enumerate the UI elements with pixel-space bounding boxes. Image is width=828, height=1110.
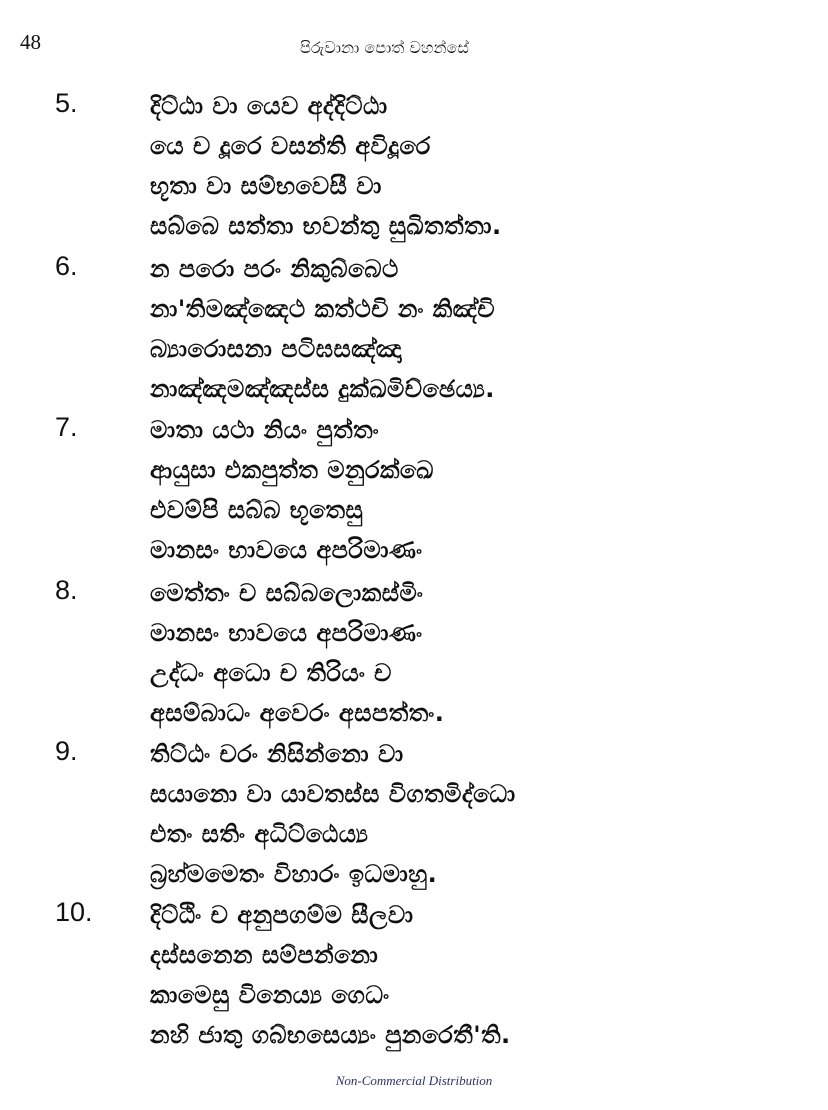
verse-number: 5. bbox=[55, 88, 78, 118]
verse-line: නා'තිමඤ්ඤෙථ කත්ථචි නං කිඤ්චි bbox=[150, 295, 496, 323]
verse-line: උද්ධං අධො ච තිරියං ච bbox=[150, 659, 392, 687]
verse-lines bbox=[150, 410, 434, 570]
distribution-notice: Non-Commercial Distribution bbox=[335, 1073, 493, 1088]
verse-8 bbox=[0, 573, 828, 734]
verse-line: දිට්ඨා වා යෙව අද්දිට්ඨා bbox=[150, 92, 388, 120]
verse-line: දස්සනෙන සම්පන්නො bbox=[150, 941, 379, 969]
verse-lines bbox=[150, 249, 495, 409]
verse-line: බ්‍යාරොසනා පටිඝසඤ්ඤා bbox=[150, 335, 403, 363]
verse-line: බ්‍රහ්මමෙතං විහාරං ඉධමාහු. bbox=[150, 860, 438, 888]
verse-lines bbox=[150, 86, 502, 246]
verse-lines bbox=[150, 895, 511, 1055]
verse-5 bbox=[0, 86, 828, 249]
verse-line: සයානො වා යාවතස්ස විගතමිද්ධො bbox=[150, 780, 516, 808]
verse-lines bbox=[150, 573, 444, 733]
verse-line: සබ්බෙ සත්තා භවන්තු සුඛිතත්තා. bbox=[150, 212, 502, 240]
verse-line: තිට්ඨං චරං නිසින්නො වා bbox=[150, 740, 404, 768]
verse-6 bbox=[0, 249, 828, 410]
verse-number: 8. bbox=[55, 575, 78, 605]
page-number: 48 bbox=[20, 30, 41, 54]
verse-7 bbox=[0, 410, 828, 573]
verse-10 bbox=[0, 895, 828, 1056]
verse-line: කාමෙසු විනෙය්‍ය ගෙධං bbox=[150, 981, 390, 1009]
verse-9 bbox=[0, 734, 828, 895]
verse-number: 9. bbox=[55, 736, 78, 766]
verse-line: එවම්පි සබ්බ භූතෙසු bbox=[150, 496, 364, 524]
verse-line: එතං සතිං අධිට්ඨෙය්‍ය bbox=[150, 820, 369, 848]
verse-lines bbox=[150, 734, 516, 894]
verse-line: අසම්බාධං අවෙරං අසපත්තං. bbox=[150, 699, 445, 727]
verse-line: න පරො පරං නිකුබ්බෙථ bbox=[150, 255, 399, 283]
verse-line: යෙ ච දූරෙ වසන්ති අවිදූරෙ bbox=[150, 132, 431, 160]
verse-line: මානසං භාවයෙ අපරිමාණං bbox=[150, 619, 423, 647]
verse-list bbox=[0, 86, 828, 1056]
verse-line: නහි ජාතු ගබ්භසෙය්‍යං පුනරෙතී'ති. bbox=[150, 1021, 511, 1049]
running-header-title: පිරුවානා පොත් වහන්සේ bbox=[300, 38, 469, 57]
verse-line: මෙත්තං ච සබ්බලොකස්මිං bbox=[150, 579, 424, 607]
verse-line: දිට්ඨිං ච අනුපගම්ම සීලවා bbox=[150, 901, 414, 929]
verse-line: මානසං භාවයෙ අපරිමාණං bbox=[150, 536, 423, 564]
verse-line: භූතා වා සම්භවෙසී වා bbox=[150, 172, 382, 200]
verse-line: මාතා යථා නියං පුත්තං bbox=[150, 416, 380, 444]
verse-line: නාඤ්ඤමඤ්ඤස්ස දුක්ඛමිච්ඡෙය්‍ය. bbox=[150, 375, 495, 403]
verse-number: 6. bbox=[55, 251, 78, 281]
verse-line: ආයුසා එකපුත්ත මනුරක්ඛෙ bbox=[150, 456, 434, 484]
verse-number: 7. bbox=[55, 412, 78, 442]
verse-number: 10. bbox=[55, 897, 93, 927]
